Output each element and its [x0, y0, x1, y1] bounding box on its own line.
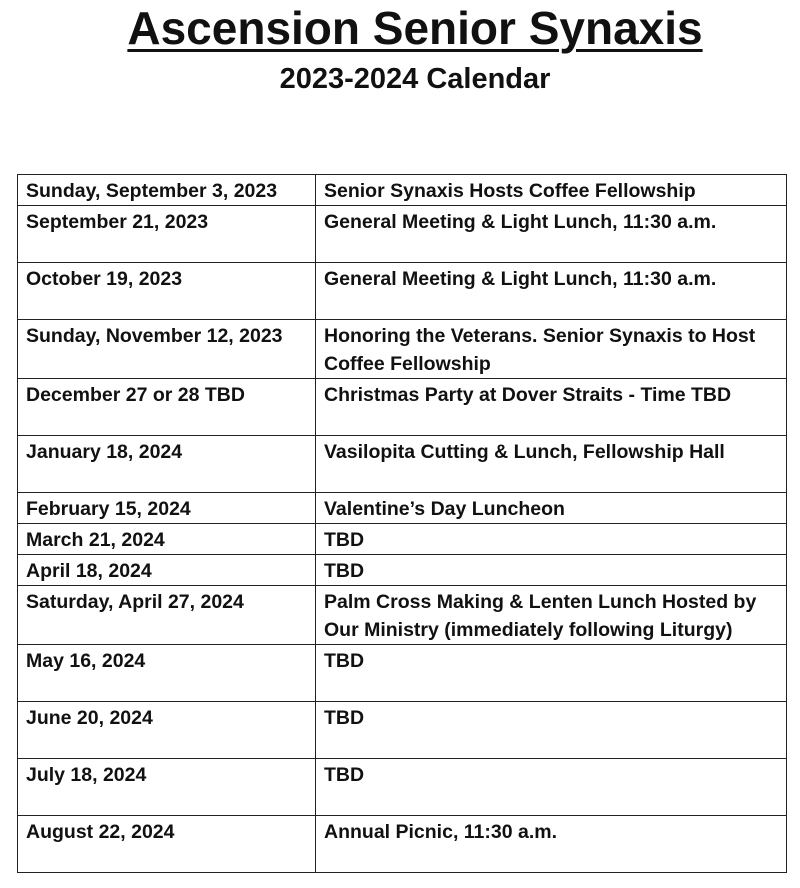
event-cell: TBD: [316, 524, 787, 555]
table-row: [18, 206, 787, 263]
event-cell: Palm Cross Making & Lenten Lunch Hosted by Our Ministry (immediately following Liturgy): [316, 586, 787, 645]
date-cell: February 15, 2024: [18, 493, 316, 524]
table-row: [18, 436, 787, 493]
table-row: [18, 586, 787, 645]
date-cell: January 18, 2024: [18, 436, 316, 493]
calendar-table: [17, 174, 787, 873]
event-cell: Honoring the Veterans. Senior Synaxis to Host Coffee Fellowship: [316, 320, 787, 379]
event-cell: TBD: [316, 555, 787, 586]
event-cell: Christmas Party at Dover Straits - Time TBD: [316, 379, 787, 436]
table-row: [18, 816, 787, 873]
event-cell: General Meeting & Light Lunch, 11:30 a.m.: [316, 263, 787, 320]
date-cell: Sunday, September 3, 2023: [18, 175, 316, 206]
event-cell: TBD: [316, 702, 787, 759]
page-title: Ascension Senior Synaxis: [127, 2, 703, 54]
table-row: [18, 759, 787, 816]
page-subtitle: 2023-2024 Calendar: [279, 63, 551, 95]
date-cell: June 20, 2024: [18, 702, 316, 759]
date-cell: Saturday, April 27, 2024: [18, 586, 316, 645]
table-row: [18, 555, 787, 586]
event-cell: General Meeting & Light Lunch, 11:30 a.m.: [316, 206, 787, 263]
date-cell: Sunday, November 12, 2023: [18, 320, 316, 379]
date-cell: July 18, 2024: [18, 759, 316, 816]
date-cell: May 16, 2024: [18, 645, 316, 702]
event-cell: Vasilopita Cutting & Lunch, Fellowship Hall: [316, 436, 787, 493]
table-row: [18, 702, 787, 759]
event-cell: Senior Synaxis Hosts Coffee Fellowship: [316, 175, 787, 206]
event-cell: Annual Picnic, 11:30 a.m.: [316, 816, 787, 873]
table-row: [18, 379, 787, 436]
date-cell: April 18, 2024: [18, 555, 316, 586]
table-row: [18, 645, 787, 702]
table-row: [18, 493, 787, 524]
table-row: [18, 524, 787, 555]
date-cell: October 19, 2023: [18, 263, 316, 320]
table-row: [18, 175, 787, 206]
event-cell: Valentine’s Day Luncheon: [316, 493, 787, 524]
table-row: [18, 320, 787, 379]
date-cell: December 27 or 28 TBD: [18, 379, 316, 436]
event-cell: TBD: [316, 645, 787, 702]
date-cell: August 22, 2024: [18, 816, 316, 873]
date-cell: September 21, 2023: [18, 206, 316, 263]
date-cell: March 21, 2024: [18, 524, 316, 555]
event-cell: TBD: [316, 759, 787, 816]
table-row: [18, 263, 787, 320]
